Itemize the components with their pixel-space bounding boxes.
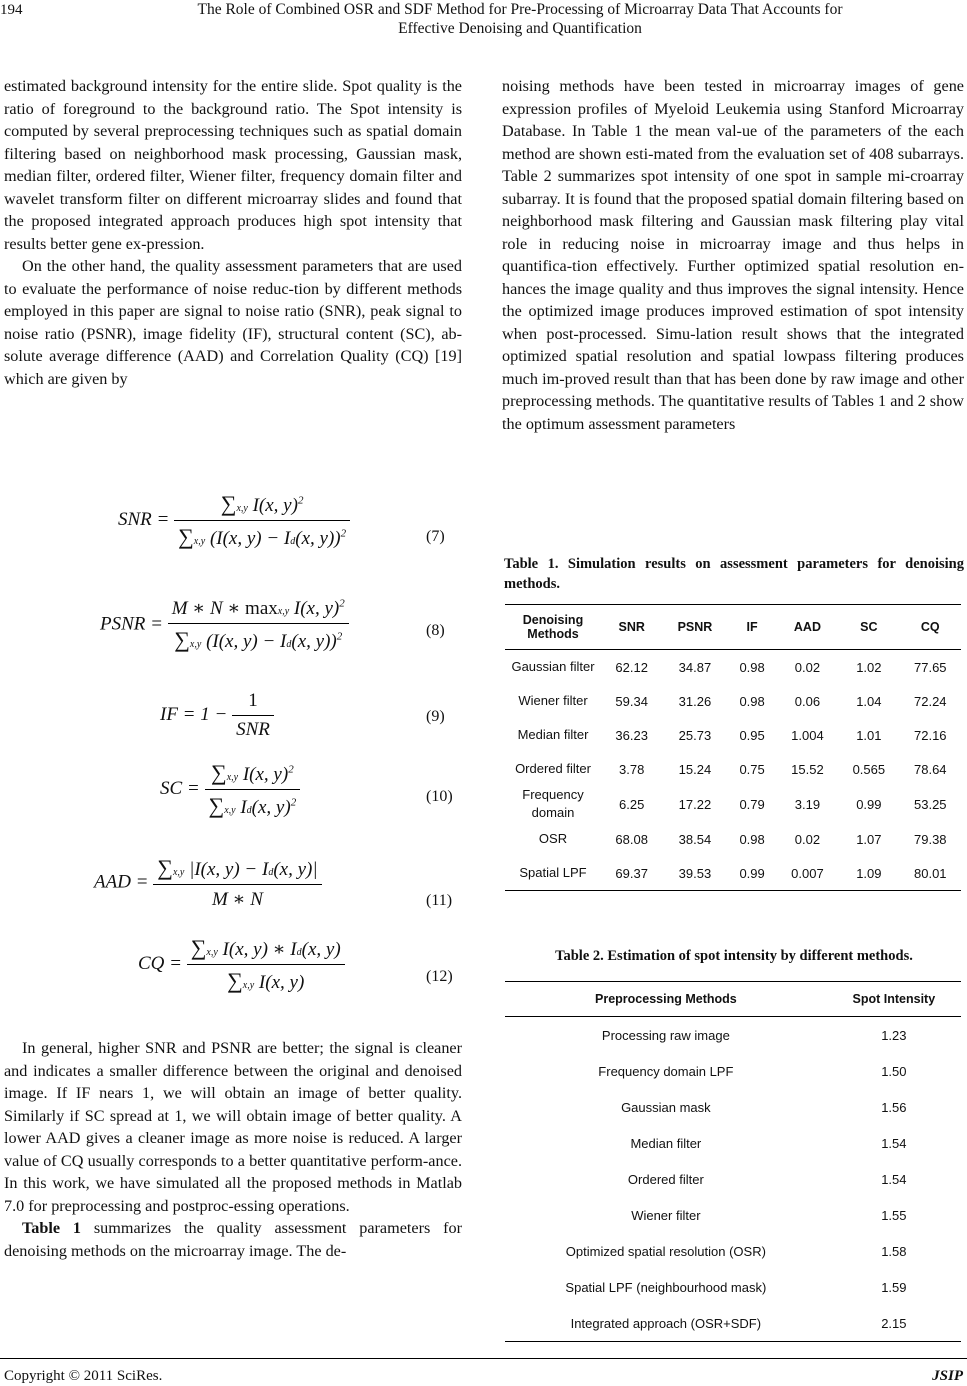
table2-cell: Wiener filter [631,1207,701,1223]
table1-cell: 0.99 [856,796,882,812]
equation-cq [138,935,345,994]
table2-body [505,1017,961,1342]
table1-cell: 0.98 [739,831,765,847]
table2-header-row [505,982,961,1017]
table1-cell: 1.09 [838,856,899,891]
table1-cell: 62.12 [615,659,648,675]
table1-cell: 0.565 [852,761,886,777]
table1-cell: 1.004 [791,727,824,743]
table1-cell: 25.73 [678,727,712,743]
table1-header-row [505,605,961,650]
equation-number-11: (11) [426,892,453,909]
table1-cell: 59.34 [615,693,648,709]
table1-cell: OSR [538,831,568,846]
table1-cell: 0.95 [739,727,765,743]
table2-header-cell: Preprocessing Methods [505,982,827,1017]
table1-cell: 68.08 [615,831,648,847]
table1-cell: 80.01 [900,856,961,891]
table2-cell: Gaussian mask [621,1099,711,1115]
equation-sc [160,760,300,819]
left-column-lower [4,1037,462,1262]
table-row [505,1197,961,1233]
table1-reference: Table 1 [22,1219,82,1237]
table-row [505,684,961,718]
table1-cell: 34.87 [678,659,712,675]
table1-cell: 36.23 [615,727,648,743]
table1-cell: 1.04 [856,693,882,709]
table2-cell: Processing raw image [601,1027,730,1043]
equation-snr [118,491,350,550]
table-spot-intensity [505,981,961,1342]
table2-caption: Table 2. Estimation of spot intensity by different methods. [555,948,913,964]
table2-cell: Optimized spatial resolution (OSR) [565,1243,766,1259]
table1-header-cell: IF [727,605,776,650]
table1-cell: 79.38 [914,831,947,847]
aad-lhs: AAD = [94,871,149,893]
left-paragraph-3: In general, higher SNR and PSNR are better; the signal is cleaner and indicates a smaller difference between the original and denoised image. If IF nears 1, we will obtain an image of better quality. Similarly if SC spread at 1, we will obtain image of better quality. A lower AAD gives a cleaner image as more noise is reduced. A larger value of CQ usually corresponds to a better quantitative perform-ance. In this work, we have simulated all the proposed methods in Matlab 7.0 for preprocessing and postproc-essing operations. [4,1039,462,1215]
table1-cell: 69.37 [601,856,662,891]
table1-header-cell: SC [838,605,899,650]
table1-cell: 15.24 [678,761,712,777]
table2-cell: 1.50 [881,1063,907,1079]
equation-aad [94,855,322,911]
table2-cell: Integrated approach (OSR+SDF) [505,1305,827,1342]
table-row [505,1017,961,1054]
if-lhs: IF = 1 − [160,703,228,725]
table1-cell: 0.98 [739,659,765,675]
table-row [505,650,961,685]
table1-cell: 15.52 [791,761,824,777]
table-row [505,1305,961,1342]
table1-caption: Table 1. Simulation results on assessment parameters for denoising methods. [504,556,964,592]
table1-cell: 38.54 [678,831,712,847]
table1-cell: 3.78 [619,761,645,777]
table1-cell: Spatial LPF [505,856,601,891]
table2-cell: 1.55 [881,1207,907,1223]
table-row [505,752,961,786]
cq-fraction: $\frac{\text{∑x,y I(x, y) ∗ Id(x, y)}}{\text{∑x,y I(x, y)}}$ [187,935,345,994]
table-row [505,1233,961,1269]
table1-cell: 3.19 [794,796,821,812]
table2-cell: Frequency domain LPF [598,1063,734,1079]
table1-cell: 31.26 [678,693,712,709]
right-column [502,75,964,435]
equation-number-9: (9) [426,708,445,725]
table1-cell: 0.02 [794,659,821,675]
equation-if [160,690,274,741]
table1-cell: 72.24 [914,693,947,709]
table1-header-cell: PSNR [662,605,727,650]
table1-cell: 6.25 [619,796,645,812]
psnr-fraction: $\frac{M ∗ N ∗ \max x,y I(x, y)^2}{\sum x,y (I(x, y) - Id(x, y))^2}$ [168,597,349,653]
equation-number-8: (8) [426,622,445,639]
table-row [505,822,961,856]
table1-header-cell: SNR [601,605,662,650]
table2-header-cell: Spot Intensity [827,982,961,1017]
table1-cell: 53.25 [914,796,947,812]
left-column [4,75,462,390]
sc-lhs: SC = [160,777,200,799]
left-paragraph-2: On the other hand, the quality assessment parameters that are used to evaluate the performance of noise reduc-tion by different methods employed in this paper are signal to noise ratio (SNR), peak signal to noise ratio (PSNR), image fidelity (IF), structural content (SC), ab-solute average difference (AAD) and Correlation Quality (CQ) [19] which are given by [4,257,462,388]
table-row [505,786,961,822]
table1-cell: Wiener filter [518,693,588,708]
table1-cell: 0.98 [739,693,765,709]
table2-cell: 1.23 [881,1027,907,1043]
table1-cell: 72.16 [914,727,947,743]
table1-header-cell: Denoising Methods [505,605,601,650]
snr-lhs: SNR = [118,508,170,530]
footer-copyright: Copyright © 2011 SciRes. [4,1368,163,1384]
table2-cell: Median filter [630,1135,702,1151]
table1-cell: 17.22 [678,796,712,812]
table1-body [505,650,961,891]
table1-cell: 1.01 [856,727,882,743]
psnr-lhs: PSNR = [100,613,163,635]
left-paragraph-1: estimated background intensity for the entire slide. Spot quality is the ratio of foreground to the background ratio. The Spot intensity is computed by several preprocessing techniques such as spatial domain filtering based on neighborhood mask processing, Gaussian mask, median filter, ordered filter, Wiener filter, frequency domain filter and wavelet transform filter on different microarray slides and found that the proposed integrated approach produces high spot intensity that results better gene ex-pression. [4,77,462,253]
table-row [505,1125,961,1161]
table1-header-cell: AAD [777,605,838,650]
table1-cell: Ordered filter [515,761,591,776]
running-title-line1: The Role of Combined OSR and SDF Method for Pre-Processing of Microarray Data That Accounts for [197,1,843,18]
table1-cell: 39.53 [662,856,727,891]
table-simulation-results [505,604,961,891]
table1-cell: 0.99 [727,856,776,891]
table-row [505,1161,961,1197]
running-title-line2: Effective Denoising and Quantification [398,20,642,37]
table-row [505,1053,961,1089]
table1-cell: 0.06 [794,693,821,709]
footer-journal: JSIP [932,1368,963,1384]
table1-cell: 1.07 [856,831,882,847]
table2-cell: Ordered filter [627,1171,704,1187]
equation-number-7: (7) [426,528,445,545]
table1-cell: Median filter [517,727,589,742]
table2-cell: 1.54 [881,1171,907,1187]
table2-cell: 1.59 [881,1279,907,1295]
equation-psnr [100,597,349,653]
equation-number-10: (10) [426,788,453,805]
table1-cell: 0.007 [777,856,838,891]
table1-cell: 78.64 [914,761,947,777]
table1-cell: 0.79 [739,796,765,812]
table1-cell: 0.02 [794,831,821,847]
left-paragraph-4 [4,1217,462,1262]
sc-fraction: $\frac{\sum x,y I(x, y)^2}{\sum x,y Id(x, y)^2}$ [205,760,301,819]
table2-cell: 2.15 [827,1305,961,1342]
page-number: 194 [0,2,23,18]
aad-fraction: $\frac{\sum x,y |I(x, y) - Id(x, y)|}{M ∗ N}$ [153,855,321,911]
table1-cell: Gaussian filter [511,659,595,674]
table2-cell: Spatial LPF (neighbourhood mask) [565,1279,767,1295]
table2-cell: 1.56 [881,1099,907,1115]
if-fraction: $\frac{1}{\text{SNR}}$ [232,690,274,741]
table2-cell: 1.54 [881,1135,907,1151]
snr-fraction: $\frac{\sum x,y I(x, y)^2}{\sum x,y (I(x, y) - Id(x, y))^2}$ [174,491,350,550]
table1-header-cell: CQ [900,605,961,650]
left-paragraph-4-text: summarizes the quality assessment parameters for denoising methods on the microarray image. The de- [4,1219,462,1260]
table2-cell: 1.58 [881,1243,907,1259]
table1-cell: Frequency domain [522,787,584,820]
equation-number-12: (12) [426,968,453,985]
table1-cell: 0.75 [739,761,765,777]
table-row [505,1089,961,1125]
footer-rule [0,1358,967,1359]
table-row [505,856,961,891]
table-row [505,718,961,752]
table1-cell: 1.02 [856,659,882,675]
cq-lhs: CQ = [138,952,182,974]
table1-cell: 77.65 [914,659,947,675]
right-paragraph-1: noising methods have been tested in microarray images of gene expression profiles of Myeloid Leukemia using Stanford Microarray Database. In Table 1 the mean val-ue of the parameters of the each method are shown esti-mated from the evaluation set of 408 subarrays. Table 2 summarizes spot intensity of one spot in sample mi-croarray subarray. It is found that the proposed spatial domain filtering based on neighborhood mask filtering and Gaussian mask filtering play vital role in reducing noise in microarray image and thus helps in quantifica-tion effectively. Further optimized spatial resolution en-hances the image quality and thus improves the signal intensity. Hence the optimized image produces improved estimation of spot intensity when post-processed. Simu-lation result shows that the integrated optimized spatial resolution and spatial lowpass filtering produces much im-proved result than that has been done by raw image and other preprocessing methods. The quantitative results of Tables 1 and 2 show the optimum assessment parameters [502,77,964,433]
table-row [505,1269,961,1305]
running-title [150,0,890,38]
